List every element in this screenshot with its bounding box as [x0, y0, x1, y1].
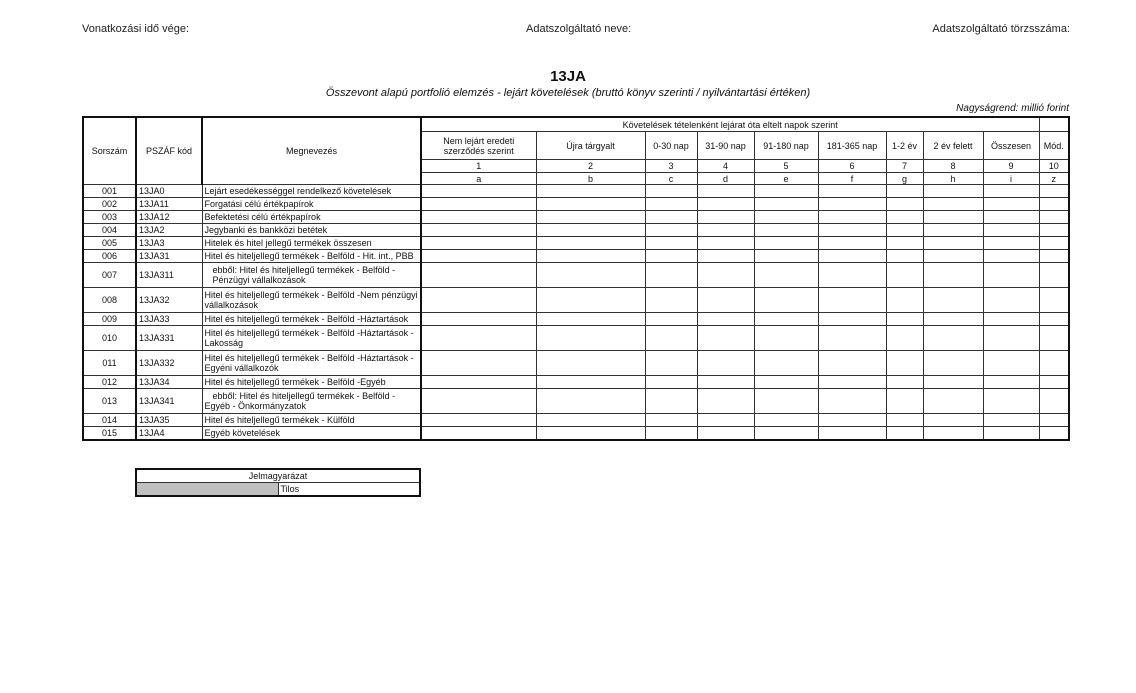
value-cell[interactable] [923, 250, 983, 263]
col-header-label: Összesen [983, 132, 1039, 160]
col-number: 10 [1039, 160, 1069, 173]
value-cell[interactable] [983, 326, 1039, 351]
col-letter: d [697, 173, 754, 185]
value-cell[interactable] [983, 263, 1039, 288]
value-cell[interactable] [754, 250, 818, 263]
value-cell[interactable] [923, 427, 983, 441]
unit-label: Nagyságrend: millió forint [956, 103, 1069, 114]
value-cell[interactable] [754, 313, 818, 326]
value-cell[interactable] [754, 185, 818, 198]
value-cell[interactable] [697, 389, 754, 414]
value-cell[interactable] [645, 326, 697, 351]
value-cell[interactable] [886, 288, 923, 313]
row-megnevezes-line2: Egyéb - Önkormányzatok [204, 401, 307, 411]
col-letter: i [983, 173, 1039, 185]
col-letter: g [886, 173, 923, 185]
row-pszaf-kod: 13JA331 [136, 326, 202, 351]
value-cell[interactable] [1039, 288, 1069, 313]
value-cell[interactable] [754, 263, 818, 288]
legend-title: Jelmagyarázat [136, 469, 420, 483]
value-cell[interactable] [421, 224, 536, 237]
row-sorszam: 001 [83, 185, 136, 198]
value-cell[interactable] [1039, 414, 1069, 427]
value-cell[interactable] [886, 263, 923, 288]
table-row [83, 414, 1069, 427]
row-pszaf-kod: 13JA31 [136, 250, 202, 263]
value-cell[interactable] [1039, 211, 1069, 224]
value-cell[interactable] [923, 263, 983, 288]
row-megnevezes: Jegybanki és bankközi betétek [202, 224, 421, 237]
row-sorszam: 007 [83, 263, 136, 288]
value-cell[interactable] [645, 185, 697, 198]
row-megnevezes: Forgatási célú értékpapírok [202, 198, 421, 211]
value-cell[interactable] [645, 250, 697, 263]
table-row [83, 326, 1069, 351]
row-megnevezes [202, 288, 421, 313]
col-number: 4 [697, 160, 754, 173]
value-cell[interactable] [754, 224, 818, 237]
value-cell[interactable] [697, 326, 754, 351]
value-cell[interactable] [536, 263, 645, 288]
value-cell[interactable] [818, 313, 886, 326]
value-cell[interactable] [1039, 376, 1069, 389]
col-header-label: Nem lejárt eredeti szerződés szerint [421, 132, 536, 160]
row-sorszam: 005 [83, 237, 136, 250]
row-pszaf-kod: 13JA332 [136, 351, 202, 376]
value-cell[interactable] [818, 288, 886, 313]
row-megnevezes: Befektetési célú értékpapírok [202, 211, 421, 224]
row-megnevezes-line2: Pénzügyi vállalkozások [212, 275, 306, 285]
value-cell[interactable] [421, 427, 536, 441]
col-header-label: 181-365 nap [818, 132, 886, 160]
table-row [83, 376, 1069, 389]
value-cell[interactable] [818, 211, 886, 224]
value-cell[interactable] [886, 414, 923, 427]
value-cell[interactable] [983, 414, 1039, 427]
row-megnevezes-line1: ebből: Hitel és hiteljellegű termékek - Belföld - [212, 265, 396, 275]
value-cell[interactable] [818, 326, 886, 351]
value-cell[interactable] [421, 198, 536, 211]
value-cell[interactable] [818, 250, 886, 263]
col-number: 3 [645, 160, 697, 173]
value-cell[interactable] [1039, 351, 1069, 376]
value-cell[interactable] [754, 351, 818, 376]
value-cell[interactable] [697, 250, 754, 263]
value-cell[interactable] [697, 211, 754, 224]
value-cell[interactable] [1039, 250, 1069, 263]
value-cell[interactable] [886, 376, 923, 389]
col-letter: z [1039, 173, 1069, 185]
table-row [83, 224, 1069, 237]
row-megnevezes-line2: vállalkozások [204, 300, 259, 310]
value-cell[interactable] [1039, 263, 1069, 288]
value-cell[interactable] [983, 198, 1039, 211]
row-sorszam: 009 [83, 313, 136, 326]
value-cell[interactable] [923, 389, 983, 414]
col-group-header: Követelések tételenként lejárat óta eltelt napok szerint [421, 117, 1039, 132]
value-cell[interactable] [818, 414, 886, 427]
value-cell[interactable] [697, 313, 754, 326]
value-cell[interactable] [983, 211, 1039, 224]
value-cell[interactable] [886, 211, 923, 224]
value-cell[interactable] [421, 351, 536, 376]
row-megnevezes: Hitel és hiteljellegű termékek - Belföld -Egyéb [202, 376, 421, 389]
legend-item-label: Tilos [278, 483, 420, 497]
value-cell[interactable] [983, 351, 1039, 376]
table-row [83, 351, 1069, 376]
value-cell[interactable] [923, 198, 983, 211]
value-cell[interactable] [421, 414, 536, 427]
row-megnevezes [202, 326, 421, 351]
col-number: 5 [754, 160, 818, 173]
value-cell[interactable] [697, 185, 754, 198]
col-header-label: Mód. [1039, 132, 1069, 160]
table-row [83, 389, 1069, 414]
value-cell[interactable] [421, 376, 536, 389]
value-cell[interactable] [536, 237, 645, 250]
row-megnevezes: Lejárt esedékességgel rendelkező követelések [202, 185, 421, 198]
value-cell[interactable] [886, 237, 923, 250]
value-cell[interactable] [1039, 326, 1069, 351]
row-pszaf-kod: 13JA33 [136, 313, 202, 326]
row-sorszam: 013 [83, 389, 136, 414]
value-cell[interactable] [923, 376, 983, 389]
report-title: 13JA [550, 68, 586, 85]
value-cell[interactable] [1039, 224, 1069, 237]
value-cell[interactable] [1039, 237, 1069, 250]
value-cell[interactable] [645, 237, 697, 250]
value-cell[interactable] [754, 288, 818, 313]
table-row [83, 250, 1069, 263]
value-cell[interactable] [886, 185, 923, 198]
col-header-pszaf-kod: PSZÁF kód [136, 117, 202, 185]
value-cell[interactable] [536, 250, 645, 263]
value-cell[interactable] [983, 389, 1039, 414]
row-sorszam: 003 [83, 211, 136, 224]
value-cell[interactable] [923, 414, 983, 427]
col-header-label: 31-90 nap [697, 132, 754, 160]
value-cell[interactable] [818, 351, 886, 376]
value-cell[interactable] [421, 263, 536, 288]
row-pszaf-kod: 13JA34 [136, 376, 202, 389]
row-megnevezes [202, 263, 421, 288]
value-cell[interactable] [886, 198, 923, 211]
value-cell[interactable] [1039, 313, 1069, 326]
row-sorszam: 008 [83, 288, 136, 313]
value-cell[interactable] [886, 313, 923, 326]
row-megnevezes-line2: Lakosság [204, 338, 244, 348]
row-megnevezes: Hitelek és hitel jellegű termékek összesen [202, 237, 421, 250]
value-cell[interactable] [697, 263, 754, 288]
row-megnevezes-line1: Hitel és hiteljellegű termékek - Belföld -Háztartások - [204, 328, 414, 338]
value-cell[interactable] [536, 185, 645, 198]
row-megnevezes: Hitel és hiteljellegű termékek - Belföld - Hit. int., PBB [202, 250, 421, 263]
value-cell[interactable] [697, 288, 754, 313]
value-cell[interactable] [818, 224, 886, 237]
value-cell[interactable] [886, 389, 923, 414]
value-cell[interactable] [983, 185, 1039, 198]
row-megnevezes-line1: Hitel és hiteljellegű termékek - Belföld -Háztartások - [204, 353, 414, 363]
col-header-sorszam: Sorszám [83, 117, 136, 185]
value-cell[interactable] [1039, 198, 1069, 211]
value-cell[interactable] [536, 376, 645, 389]
value-cell[interactable] [886, 224, 923, 237]
row-megnevezes-line2: Egyéni vállalkozók [204, 363, 279, 373]
value-cell[interactable] [818, 376, 886, 389]
row-pszaf-kod: 13JA4 [136, 427, 202, 441]
col-number: 9 [983, 160, 1039, 173]
table-row [83, 313, 1069, 326]
col-letter: f [818, 173, 886, 185]
col-header-label: 0-30 nap [645, 132, 697, 160]
value-cell[interactable] [421, 185, 536, 198]
value-cell[interactable] [1039, 185, 1069, 198]
row-megnevezes [202, 389, 421, 414]
col-letter: b [536, 173, 645, 185]
row-megnevezes: Hitel és hiteljellegű termékek - Külföld [202, 414, 421, 427]
value-cell[interactable] [923, 185, 983, 198]
value-cell[interactable] [697, 198, 754, 211]
value-cell[interactable] [1039, 389, 1069, 414]
value-cell[interactable] [536, 351, 645, 376]
col-header-label: 91-180 nap [754, 132, 818, 160]
row-megnevezes: Egyéb követelések [202, 427, 421, 441]
value-cell[interactable] [923, 288, 983, 313]
value-cell[interactable] [983, 288, 1039, 313]
table-row [83, 427, 1069, 441]
col-number: 8 [923, 160, 983, 173]
table-row [83, 288, 1069, 313]
row-megnevezes: Hitel és hiteljellegű termékek - Belföld -Háztartások [202, 313, 421, 326]
col-header-megnevezes: Megnevezés [202, 117, 421, 185]
value-cell[interactable] [886, 351, 923, 376]
row-pszaf-kod: 13JA12 [136, 211, 202, 224]
value-cell[interactable] [754, 198, 818, 211]
value-cell[interactable] [697, 376, 754, 389]
col-letter: h [923, 173, 983, 185]
value-cell[interactable] [536, 326, 645, 351]
row-pszaf-kod: 13JA341 [136, 389, 202, 414]
col-letter: a [421, 173, 536, 185]
value-cell[interactable] [645, 263, 697, 288]
table-row [83, 185, 1069, 198]
value-cell[interactable] [923, 326, 983, 351]
value-cell[interactable] [421, 250, 536, 263]
row-pszaf-kod: 13JA11 [136, 198, 202, 211]
value-cell[interactable] [923, 237, 983, 250]
value-cell[interactable] [754, 326, 818, 351]
value-cell[interactable] [818, 198, 886, 211]
value-cell[interactable] [645, 198, 697, 211]
value-cell[interactable] [983, 224, 1039, 237]
table-row [83, 237, 1069, 250]
table-row [83, 263, 1069, 288]
value-cell[interactable] [421, 326, 536, 351]
value-cell[interactable] [923, 351, 983, 376]
value-cell[interactable] [818, 427, 886, 441]
value-cell[interactable] [645, 427, 697, 441]
table-row [83, 211, 1069, 224]
row-pszaf-kod: 13JA2 [136, 224, 202, 237]
header-reference-period: Vonatkozási idő vége: [82, 23, 190, 35]
col-header-label: 2 év felett [923, 132, 983, 160]
value-cell[interactable] [983, 250, 1039, 263]
value-cell[interactable] [754, 427, 818, 441]
value-cell[interactable] [536, 313, 645, 326]
row-sorszam: 014 [83, 414, 136, 427]
row-sorszam: 010 [83, 326, 136, 351]
header-provider-name: Adatszolgáltató neve: [526, 23, 632, 35]
value-cell[interactable] [536, 389, 645, 414]
value-cell[interactable] [983, 427, 1039, 441]
row-megnevezes-line1: Hitel és hiteljellegű termékek - Belföld -Nem pénzügyi [204, 290, 418, 300]
value-cell[interactable] [983, 313, 1039, 326]
col-group-header-empty [1039, 117, 1069, 132]
col-number: 7 [886, 160, 923, 173]
value-cell[interactable] [645, 211, 697, 224]
legend-table [135, 468, 421, 497]
value-cell[interactable] [536, 211, 645, 224]
value-cell[interactable] [645, 351, 697, 376]
header-provider-id: Adatszolgáltató törzsszáma: [932, 23, 1070, 35]
value-cell[interactable] [923, 313, 983, 326]
row-sorszam: 006 [83, 250, 136, 263]
value-cell[interactable] [421, 288, 536, 313]
col-letter: e [754, 173, 818, 185]
value-cell[interactable] [697, 351, 754, 376]
value-cell[interactable] [983, 376, 1039, 389]
value-cell[interactable] [697, 414, 754, 427]
row-sorszam: 004 [83, 224, 136, 237]
value-cell[interactable] [886, 326, 923, 351]
row-pszaf-kod: 13JA3 [136, 237, 202, 250]
value-cell[interactable] [536, 427, 645, 441]
value-cell[interactable] [645, 376, 697, 389]
value-cell[interactable] [697, 237, 754, 250]
value-cell[interactable] [421, 313, 536, 326]
value-cell[interactable] [645, 414, 697, 427]
value-cell[interactable] [818, 263, 886, 288]
row-megnevezes [202, 351, 421, 376]
row-sorszam: 015 [83, 427, 136, 441]
row-megnevezes-line1: ebből: Hitel és hiteljellegű termékek - Belföld - [212, 391, 396, 401]
value-cell[interactable] [923, 224, 983, 237]
value-cell[interactable] [886, 427, 923, 441]
value-cell[interactable] [536, 288, 645, 313]
row-pszaf-kod: 13JA35 [136, 414, 202, 427]
col-number: 1 [421, 160, 536, 173]
value-cell[interactable] [421, 211, 536, 224]
col-number: 2 [536, 160, 645, 173]
value-cell[interactable] [754, 237, 818, 250]
value-cell[interactable] [697, 224, 754, 237]
value-cell[interactable] [421, 237, 536, 250]
row-sorszam: 002 [83, 198, 136, 211]
value-cell[interactable] [818, 389, 886, 414]
row-sorszam: 011 [83, 351, 136, 376]
value-cell[interactable] [697, 427, 754, 441]
value-cell[interactable] [886, 250, 923, 263]
value-cell[interactable] [645, 389, 697, 414]
col-header-label: 1-2 év [886, 132, 923, 160]
value-cell[interactable] [754, 389, 818, 414]
report-subtitle: Összevont alapú portfolió elemzés - lejárt követelések (bruttó könyv szerinti / nyilvántartási értéken) [325, 87, 811, 99]
value-cell[interactable] [754, 414, 818, 427]
value-cell[interactable] [923, 211, 983, 224]
value-cell[interactable] [818, 185, 886, 198]
value-cell[interactable] [536, 224, 645, 237]
value-cell[interactable] [1039, 427, 1069, 441]
value-cell[interactable] [645, 313, 697, 326]
value-cell[interactable] [421, 389, 536, 414]
table-row [83, 198, 1069, 211]
row-pszaf-kod: 13JA0 [136, 185, 202, 198]
row-pszaf-kod: 13JA311 [136, 263, 202, 288]
value-cell[interactable] [645, 288, 697, 313]
row-sorszam: 012 [83, 376, 136, 389]
value-cell[interactable] [536, 414, 645, 427]
value-cell[interactable] [754, 376, 818, 389]
row-pszaf-kod: 13JA32 [136, 288, 202, 313]
report-table [82, 116, 1070, 441]
value-cell[interactable] [754, 211, 818, 224]
value-cell[interactable] [645, 224, 697, 237]
legend-swatch [136, 483, 278, 497]
value-cell[interactable] [536, 198, 645, 211]
col-header-label: Újra tárgyalt [536, 132, 645, 160]
col-number: 6 [818, 160, 886, 173]
value-cell[interactable] [983, 237, 1039, 250]
col-letter: c [645, 173, 697, 185]
value-cell[interactable] [818, 237, 886, 250]
